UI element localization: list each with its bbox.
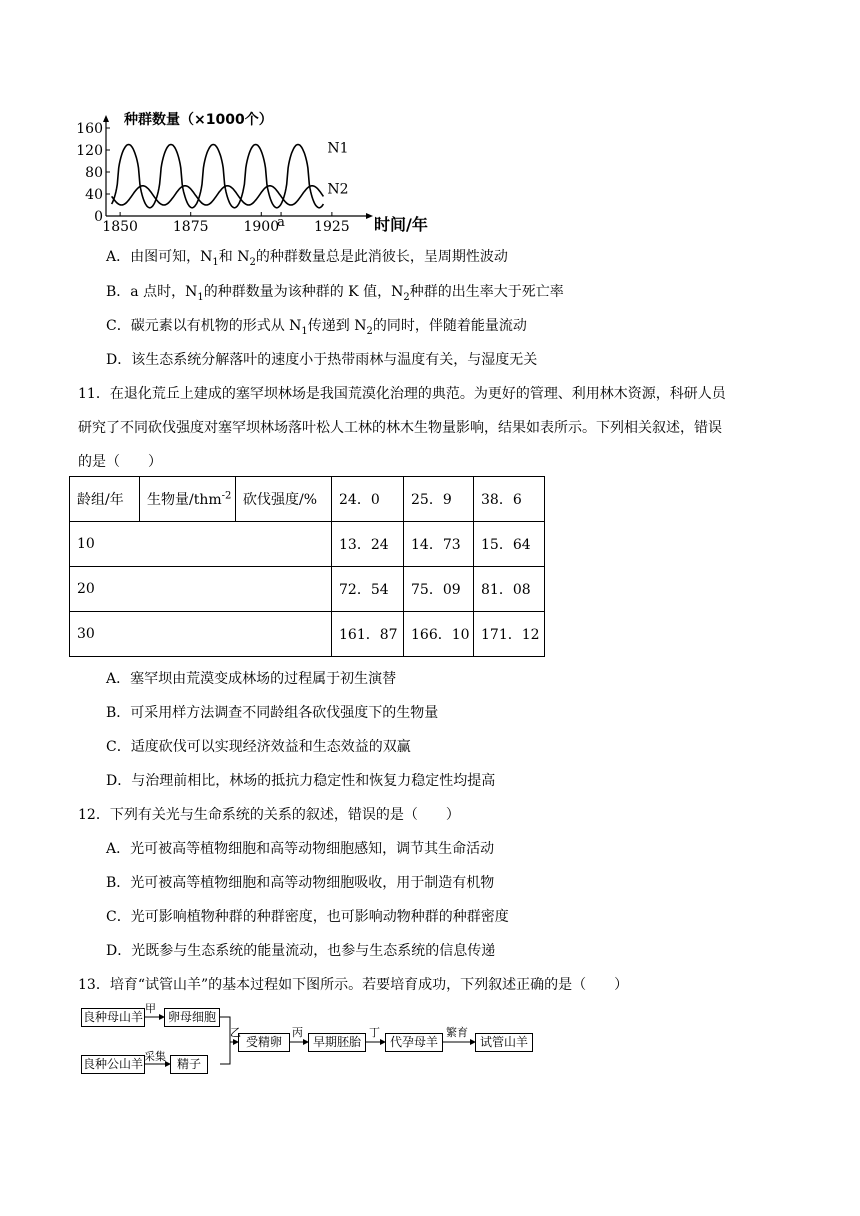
cell-value: 14．73 (404, 522, 474, 567)
header-col-2: 25．9 (404, 477, 474, 522)
header-age: 龄组/年 (70, 477, 140, 522)
table-header-row (70, 477, 545, 522)
q11-option-c: C．适度砍伐可以实现经济效益和生态效益的双赢 (106, 739, 411, 755)
cell-value: 72．54 (332, 567, 404, 612)
cell-value: 75．09 (404, 567, 474, 612)
table-row (70, 522, 545, 567)
q11-stem-line3: 的是（ ） (78, 454, 162, 470)
y-tick-label: 120 (76, 143, 103, 159)
label-jia: 甲 (145, 1002, 156, 1015)
header-cut-intensity: 砍伐强度/% (236, 477, 332, 522)
series-line-n2 (112, 186, 324, 205)
label-ding: 丁 (369, 1026, 380, 1039)
x-axis-label: 时间/年 (374, 215, 428, 234)
cell-value: 15．64 (474, 522, 545, 567)
header-col-3: 38．6 (474, 477, 545, 522)
q12-option-d: D．光既参与生态系统的能量流动，也参与生态系统的信息传递 (106, 943, 496, 959)
x-tick-label: a (277, 215, 285, 230)
q11-stem-line2: 研究了不同砍伐强度对塞罕坝林场落叶松人工林的林木生物量影响，结果如表所示。下列相关叙述，错误 (78, 420, 722, 436)
q11-option-a: A．塞罕坝由荒漠变成林场的过程属于初生演替 (106, 671, 397, 687)
cell-value: 81．08 (474, 567, 545, 612)
chart-title: 种群数量（×1000个） (124, 112, 273, 128)
q12-option-b: B．光可被高等植物细胞和高等动物细胞吸收，用于制造有机物 (106, 875, 495, 891)
header-biomass: 生物量/thm$^{-2}$ (140, 477, 236, 522)
header-col-1: 24．0 (332, 477, 404, 522)
box-female-goat: 良种母山羊 (81, 1008, 145, 1027)
q10-option-b: B．a 点时，$N_1$的种群数量为该种群的 K 值，$N_2$种群的出生率大于死亡率 (106, 284, 564, 303)
label-bing: 丙 (292, 1026, 303, 1039)
population-chart (76, 106, 428, 236)
cell-value: 166．10 (404, 612, 474, 657)
box-zygote: 受精卵 (238, 1033, 290, 1052)
q12-stem: 12．下列有关光与生命系统的关系的叙述，错误的是（ ） (78, 807, 460, 823)
box-male-goat: 良种公山羊 (81, 1055, 145, 1074)
q11-option-b: B．可采用样方法调查不同龄组各砍伐强度下的生物量 (106, 705, 439, 721)
label-caiji: 采集 (144, 1050, 166, 1063)
box-embryo: 早期胚胎 (308, 1033, 366, 1052)
q13-stem: 13．培育“试管山羊”的基本过程如下图所示。若要培育成功，下列叙述正确的是（ ） (78, 977, 629, 993)
row-age: 30 (70, 612, 332, 657)
y-tick-label: 80 (85, 165, 103, 181)
y-tick-label: 160 (76, 121, 103, 137)
label-yi: 乙 (230, 1026, 241, 1039)
row-age: 10 (70, 522, 332, 567)
y-tick-label: 0 (94, 209, 103, 225)
series-label-n2: N2 (327, 181, 349, 198)
q11-option-d: D．与治理前相比，林场的抵抗力稳定性和恢复力稳定性均提高 (106, 773, 496, 789)
row-age: 20 (70, 567, 332, 612)
q10-option-a: A．由图可知，$N_1$和 $N_2$的种群数量总是此消彼长，呈周期性波动 (106, 249, 508, 268)
box-egg: 卵母细胞 (164, 1008, 220, 1027)
cell-value: 13．24 (332, 522, 404, 567)
biomass-table (69, 476, 545, 657)
ivf-goat-flowchart (80, 1000, 540, 1080)
y-tick-label: 40 (85, 187, 103, 203)
box-result: 试管山羊 (475, 1033, 533, 1052)
q11-stem-line1: 11．在退化荒丘上建成的塞罕坝林场是我国荒漠化治理的典范。为更好的管理、利用林木资源，科研人员 (78, 386, 726, 402)
series-label-n1: N1 (327, 140, 349, 157)
q10-option-d: D．该生态系统分解落叶的速度小于热带雨林与温度有关，与湿度无关 (106, 352, 538, 368)
bracket (220, 1017, 230, 1064)
q10-option-c: C．碳元素以有机物的形式从 $N_1$传递到 $N_2$的同时，伴随着能量流动 (106, 318, 527, 337)
cell-value: 171．12 (474, 612, 545, 657)
cell-value: 161．87 (332, 612, 404, 657)
series-line-n1 (112, 145, 324, 208)
box-sperm: 精子 (170, 1055, 208, 1074)
x-tick-label: 1875 (172, 219, 209, 235)
table-row (70, 612, 545, 657)
box-surrogate: 代孕母羊 (385, 1033, 443, 1052)
q12-option-c: C．光可影响植物种群的种群密度，也可影响动物种群的种群密度 (106, 909, 509, 925)
x-tick-label: 1925 (314, 219, 350, 235)
x-axis-arrow (366, 213, 373, 219)
label-fanyu: 繁育 (446, 1026, 468, 1039)
table-row (70, 567, 545, 612)
x-tick-label: 1850 (102, 219, 138, 235)
q12-option-a: A．光可被高等植物细胞和高等动物细胞感知，调节其生命活动 (106, 841, 495, 857)
x-tick-label: 1900 (243, 219, 280, 235)
y-axis-arrow (103, 115, 109, 122)
